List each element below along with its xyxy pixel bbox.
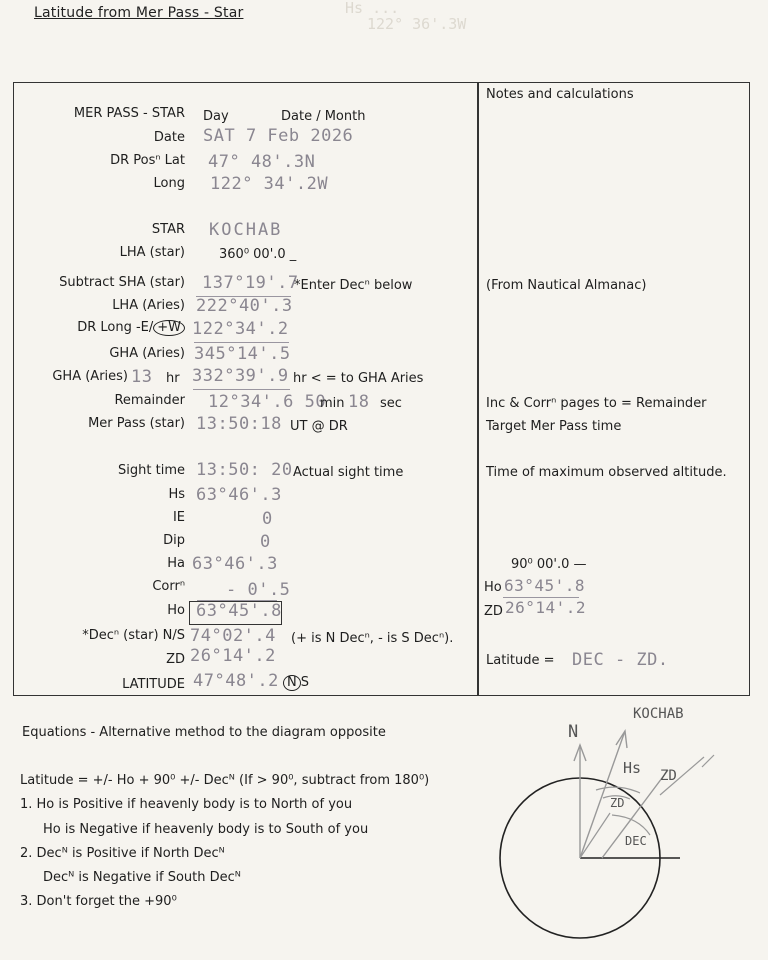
row-label-lha-aries: LHA (Aries): [112, 298, 185, 313]
mer-pass-value: 13:50:18: [196, 414, 282, 434]
row-label-mer-pass-star: Mer Pass (star): [88, 416, 185, 431]
gha-hr-value: 13: [131, 367, 153, 387]
note-max-altitude: Time of maximum observed altitude.: [486, 465, 727, 480]
row-label-dec: *Decⁿ (star) N/S: [82, 628, 185, 643]
equation-item-2: 2. Decᴺ is Positive if North Decᴺ: [20, 846, 225, 861]
row-label-mer-pass: MER PASS - STAR: [73, 106, 185, 121]
row-label-remainder: Remainder: [114, 393, 185, 408]
note-latitude-formula: DEC - ZD.: [572, 650, 669, 670]
row-label-long: Long: [153, 176, 185, 191]
equation-item-2b: Decᴺ is Negative if South Decᴺ: [43, 870, 241, 885]
note-ninety: 90⁰ 00'.0 —: [511, 557, 587, 572]
worksheet-frame: [13, 82, 750, 696]
row-label-gha-aries: GHA (Aries): [109, 346, 185, 361]
row-label-lha-star: LHA (star): [119, 245, 185, 260]
dec-arc: [612, 815, 650, 835]
star-value: KOCHAB: [209, 220, 283, 240]
dip-value: 0: [260, 532, 271, 552]
header-day: Day: [203, 109, 229, 124]
zd-value: 26°14'.2: [190, 646, 276, 666]
ho-value: 63°45'.8: [196, 601, 282, 621]
row-label-zd: ZD: [166, 652, 185, 667]
row-label-ho: Ho: [167, 603, 185, 618]
diagram-north-label: N: [568, 722, 579, 742]
diagram-zd-label-2: ZD: [610, 796, 625, 810]
bleed-through-text: Hs ... 122° 36'.3W: [345, 0, 467, 33]
diagram-star-label: KOCHAB: [633, 706, 684, 722]
sec-value: 18: [348, 392, 370, 412]
row-label-hs: Hs: [168, 487, 185, 502]
row-label-sight-time: Sight time: [118, 463, 185, 478]
sha-value: 137°19'.7: [202, 273, 299, 293]
row-label-latitude: LATITUDE: [122, 677, 185, 692]
latitude-south-option: S: [300, 675, 309, 690]
row-label-corr: Corrⁿ: [152, 579, 185, 594]
lat-value: 47° 48'.3N: [208, 152, 316, 172]
row-label-gha-aries-hr: GHA (Aries): [52, 369, 128, 384]
equation-item-1: 1. Ho is Positive if heavenly body is to North of you: [20, 797, 353, 812]
row-label-dr-long: [77, 320, 185, 336]
row-label-star: STAR: [151, 222, 185, 237]
page-title: Latitude from Mer Pass - Star: [34, 5, 244, 21]
row-label-date: Date: [153, 130, 185, 145]
enter-dec-note: *Enter Decⁿ below: [294, 278, 413, 293]
gha-hr-label: hr: [166, 371, 180, 386]
dec-note: (+ is N Decⁿ, - is S Decⁿ).: [291, 631, 454, 646]
column-divider: [477, 82, 479, 696]
ha-value: 63°46'.3: [192, 554, 278, 574]
hs-value: 63°46'.3: [196, 485, 282, 505]
row-label-ie: IE: [172, 510, 185, 525]
latitude-north-circled: N: [283, 675, 301, 691]
actual-sight-label: Actual sight time: [293, 465, 404, 480]
notes-header: Notes and calculations: [486, 87, 634, 102]
latitude-hemisphere: [283, 675, 309, 691]
dr-long-underline: [194, 342, 289, 343]
row-label-ha: Ha: [167, 556, 185, 571]
star-line: [580, 731, 625, 858]
dr-long-west-circled: +W: [153, 320, 185, 336]
note-ho-value: 63°45'.8: [504, 576, 586, 595]
diagram-dec-label: DEC: [625, 834, 647, 848]
corr-value: - 0'.5: [226, 580, 291, 600]
note-target-mer-pass: Target Mer Pass time: [486, 419, 622, 434]
remainder-value: 12°34'.6 50: [208, 392, 327, 412]
dr-long-value: 122°34'.2: [192, 319, 289, 339]
celestial-diagram: [490, 695, 768, 960]
min-label: min: [320, 396, 345, 411]
long-value: 122° 34'.2W: [210, 174, 329, 194]
note-zd-label: ZD: [484, 604, 503, 619]
date-value: SAT 7 Feb 2026: [203, 126, 354, 146]
equation-item-3: 3. Don't forget the +90⁰: [20, 894, 177, 909]
sight-time-value: 13:50: 20: [196, 460, 293, 480]
row-label-subtract-sha: Subtract SHA (star): [59, 275, 185, 290]
row-label-lat: DR Posⁿ Lat: [110, 153, 185, 168]
header-date-month: Date / Month: [281, 109, 366, 124]
note-inc-corr: Inc & Corrⁿ pages to = Remainder: [486, 396, 707, 411]
diagram-hs-label: Hs: [623, 759, 642, 777]
dec-value: 74°02'.4: [190, 626, 276, 646]
lha-aries-value: 222°40'.3: [196, 296, 293, 316]
gha-aries-value: 345°14'.5: [194, 344, 291, 364]
lha-star-value: 360⁰ 00'.0 _: [219, 247, 297, 262]
sec-label: sec: [380, 396, 402, 411]
ut-dr-label: UT @ DR: [290, 419, 348, 434]
note-ho-label: Ho: [484, 580, 502, 595]
row-label-dip: Dip: [163, 533, 185, 548]
latitude-value: 47°48'.2: [193, 671, 279, 691]
dec-line: [580, 813, 610, 858]
diagram-zd-label-1: ZD: [660, 768, 677, 784]
note-from-nautical-almanac: (From Nautical Almanac): [486, 278, 647, 293]
gha-hr-table-value: 332°39'.9: [192, 366, 289, 386]
ie-value: 0: [262, 509, 273, 529]
dr-long-prefix: DR Long -E/: [77, 320, 154, 335]
gha-hr-underline: [193, 389, 290, 390]
gha-hr-note: hr < = to GHA Aries: [293, 371, 424, 386]
equation-item-1b: Ho is Negative if heavenly body is to South of you: [43, 822, 369, 837]
note-latitude-label: Latitude =: [486, 653, 555, 668]
note-zd-value: 26°14'.2: [505, 598, 587, 617]
equations-formula: Latitude = +/- Ho + 90⁰ +/- Decᴺ (If > 90⁰, subtract from 180⁰): [20, 773, 430, 788]
equations-heading: Equations - Alternative method to the diagram opposite: [22, 725, 386, 740]
